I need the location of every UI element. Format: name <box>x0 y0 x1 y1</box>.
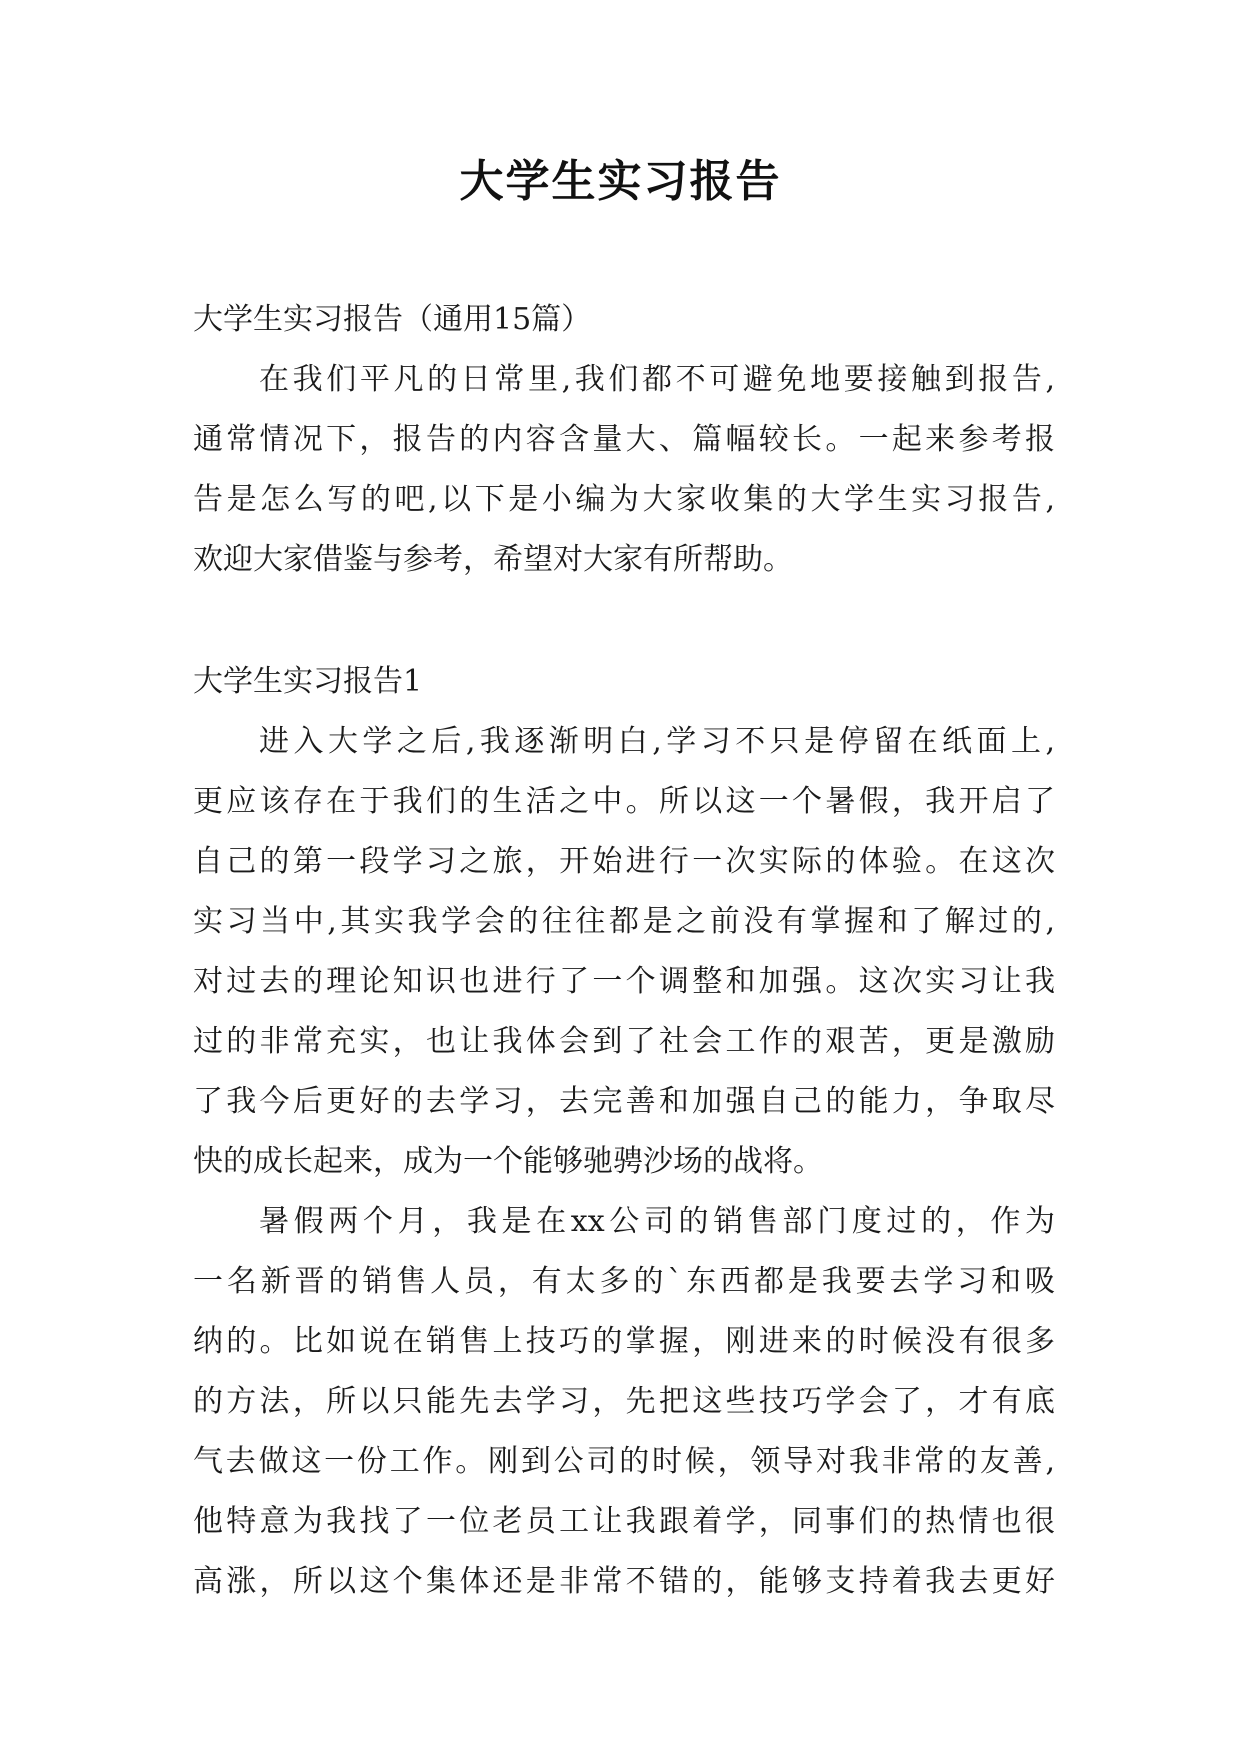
paragraph-line: 气去做这一份工作。刚到公司的时候，领导对我非常的友善, <box>193 1444 1055 1479</box>
paragraph-line: 纳的。比如说在销售上技巧的掌握，刚进来的时候没有很多 <box>193 1324 1055 1359</box>
intro-heading: 大学生实习报告（通用15篇） <box>193 302 592 337</box>
paragraph-line: 对过去的理论知识也进行了一个调整和加强。这次实习让我 <box>193 964 1055 999</box>
paragraph-line: 告是怎么写的吧,以下是小编为大家收集的大学生实习报告, <box>193 482 1055 517</box>
paragraph-line: 在我们平凡的日常里,我们都不可避免地要接触到报告, <box>259 362 1055 397</box>
paragraph-line: 实习当中,其实我学会的往往都是之前没有掌握和了解过的, <box>193 904 1055 939</box>
paragraph-line: 进入大学之后,我逐渐明白,学习不只是停留在纸面上, <box>259 724 1055 759</box>
paragraph-line: 暑假两个月，我是在xx公司的销售部门度过的，作为 <box>259 1204 1055 1239</box>
paragraph-line: 高涨，所以这个集体还是非常不错的，能够支持着我去更好 <box>193 1564 1055 1599</box>
paragraph-line: 快的成长起来，成为一个能够驰骋沙场的战将。 <box>193 1144 823 1179</box>
paragraph-line: 通常情况下，报告的内容含量大、篇幅较长。一起来参考报 <box>193 422 1055 457</box>
paragraph-line: 了我今后更好的去学习，去完善和加强自己的能力，争取尽 <box>193 1084 1055 1119</box>
paragraph-line: 一名新晋的销售人员，有太多的`东西都是我要去学习和吸 <box>193 1264 1055 1299</box>
paragraph-line: 他特意为我找了一位老员工让我跟着学，同事们的热情也很 <box>193 1504 1055 1539</box>
intro-paragraph <box>193 350 1055 590</box>
body-paragraph <box>193 712 1055 1192</box>
paragraph-line: 自己的第一段学习之旅，开始进行一次实际的体验。在这次 <box>193 844 1055 879</box>
paragraph-line: 过的非常充实，也让我体会到了社会工作的艰苦，更是激励 <box>193 1024 1055 1059</box>
section-heading: 大学生实习报告1 <box>193 664 423 699</box>
paragraph-line: 欢迎大家借鉴与参考，希望对大家有所帮助。 <box>193 542 793 577</box>
document-title: 大学生实习报告 <box>459 156 782 207</box>
document-body <box>193 290 1055 1612</box>
section-spacer <box>193 590 1055 652</box>
paragraph-line: 更应该存在于我们的生活之中。所以这一个暑假，我开启了 <box>193 784 1055 819</box>
paragraph-line: 的方法，所以只能先去学习，先把这些技巧学会了，才有底 <box>193 1384 1055 1419</box>
body-paragraph <box>193 1192 1055 1612</box>
